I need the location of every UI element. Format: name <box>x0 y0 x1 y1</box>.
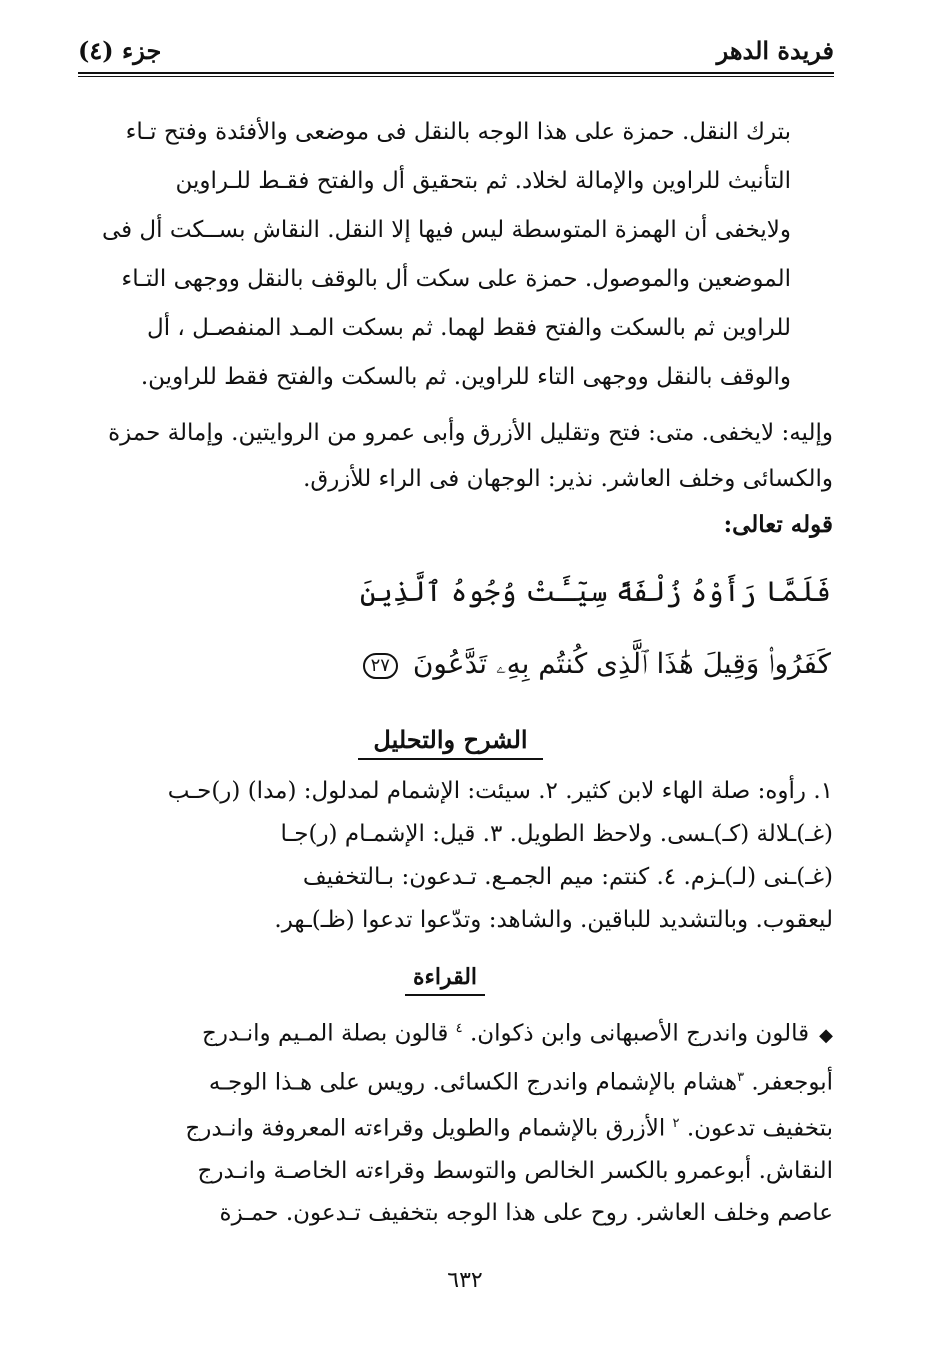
text-line: والوقف بالنقل ووجهى التاء للراوين. ثم بالسكت والفتح فقط للراوين. <box>140 364 791 390</box>
line-text: النقاش. أبوعمرو بالكسر الخالص والتوسط وقراءته الخاصـة وانـدرج <box>197 1157 833 1184</box>
running-header <box>78 30 834 70</box>
footnote-marker: ٤ <box>455 1021 463 1036</box>
verse-line-2-text: كَفَرُوا۟ وَقِيلَ هَٰذَا ٱلَّذِى كُنتُم بِهِۦ تَدَّعُونَ <box>412 647 831 680</box>
header-rule-thin <box>78 76 834 77</box>
book-title: فريدة الدهر <box>716 36 834 65</box>
line-text: هشام بالإشمام واندرج الكسائى. رويس على هـذا الوجـه <box>208 1069 738 1096</box>
paragraph-1 <box>81 108 791 402</box>
paragraph-2 <box>73 410 833 502</box>
part-label: جزء (٤) <box>78 36 162 65</box>
text-line <box>73 1150 833 1192</box>
text-line <box>73 1192 833 1234</box>
verse-number-badge: ٢٧ <box>363 653 398 679</box>
quran-verse <box>81 556 831 700</box>
text-line: وإليه: لايخفى. متى: فتح وتقليل الأزرق وأبى عمرو من الروايتين. وإمالة حمزة <box>108 420 833 446</box>
line-text: قالون بصلة المـيم وانـدرج <box>202 1020 449 1047</box>
footnote-marker: ٣ <box>737 1069 745 1085</box>
section-title-commentary: الشرح والتحليل <box>358 722 543 760</box>
text-line: الموضعين والموصول. حمزة على سكت أل بالوقف بالنقل ووجهى التـاء <box>121 266 791 292</box>
header-rule <box>78 72 834 74</box>
text-line: والكسائى وخلف العاشر. نذير: الوجهان فى الراء للأزرق. <box>303 466 833 492</box>
footnote-marker: ٢ <box>672 1116 680 1132</box>
text-line: التأنيث للراوين والإمالة لخلاد. ثم بتحقيق أل والفتح فقـط للـراوين <box>175 168 791 194</box>
text-line: بترك النقل. حمزة على هذا الوجه بالنقل فى موضعى والأفئدة وفتح تـاء <box>125 119 791 145</box>
verse-line-2 <box>81 628 831 700</box>
text-line <box>73 1008 833 1057</box>
quote-intro: قوله تعالى: <box>723 511 833 538</box>
text-line <box>73 1057 833 1104</box>
commentary-paragraph <box>73 770 833 942</box>
verse-line-1: فَلَمَّا رَأَوْهُ زُلْفَةً سِيٓـَٔتْ وُجُوهُ ٱلَّذِينَ <box>359 575 831 608</box>
diamond-bullet-icon: ◆ <box>819 1024 833 1046</box>
page-number: ٦٣٢ <box>447 1268 483 1293</box>
text-line: للراوين ثم بالسكت والفتح فقط لهما. ثم بسكت المـد المنفصـل ، أل <box>147 315 791 341</box>
reading-paragraph <box>73 1008 833 1234</box>
text-line: ليعقوب. وبالتشديد للباقين. والشاهد: وتدّعوا تدعوا (ظـ)ـهر. <box>274 907 833 933</box>
line-text: أبوجعفر. <box>751 1069 833 1096</box>
text-line: (غـ)ـلالة (كـ)ـسى. ولاحظ الطويل. ٣. قيل: الإشمـام (ر)جـا <box>280 821 833 847</box>
line-text: عاصم وخلف العاشر. روح على هذا الوجه بتخفيف تـدعون. حمـزة <box>219 1199 833 1226</box>
line-text: بتخفيف تدعون. <box>686 1115 833 1142</box>
text-line <box>73 1103 833 1150</box>
text-line: ١. رأوه: صلة الهاء لابن كثير. ٢. سيئت: الإشمام لمدلول: (مدا) (ر)حـب <box>167 778 833 804</box>
line-text: قالون واندرج الأصبهانى وابن ذكوان. <box>469 1020 810 1047</box>
text-line: (غـ)ـنى (لـ)ـزم. ٤. كنتم: ميم الجمـع. تـدعون: بـالتخفيف <box>302 864 833 890</box>
section-title-reading: القراءة <box>405 960 485 996</box>
line-text: الأزرق بالإشمام والطويل وقراءته المعروفة وانـدرج <box>185 1115 666 1142</box>
text-line: ولايخفى أن الهمزة المتوسطة ليس فيها إلا النقل. النقاش بســكت أل فى <box>101 217 791 243</box>
